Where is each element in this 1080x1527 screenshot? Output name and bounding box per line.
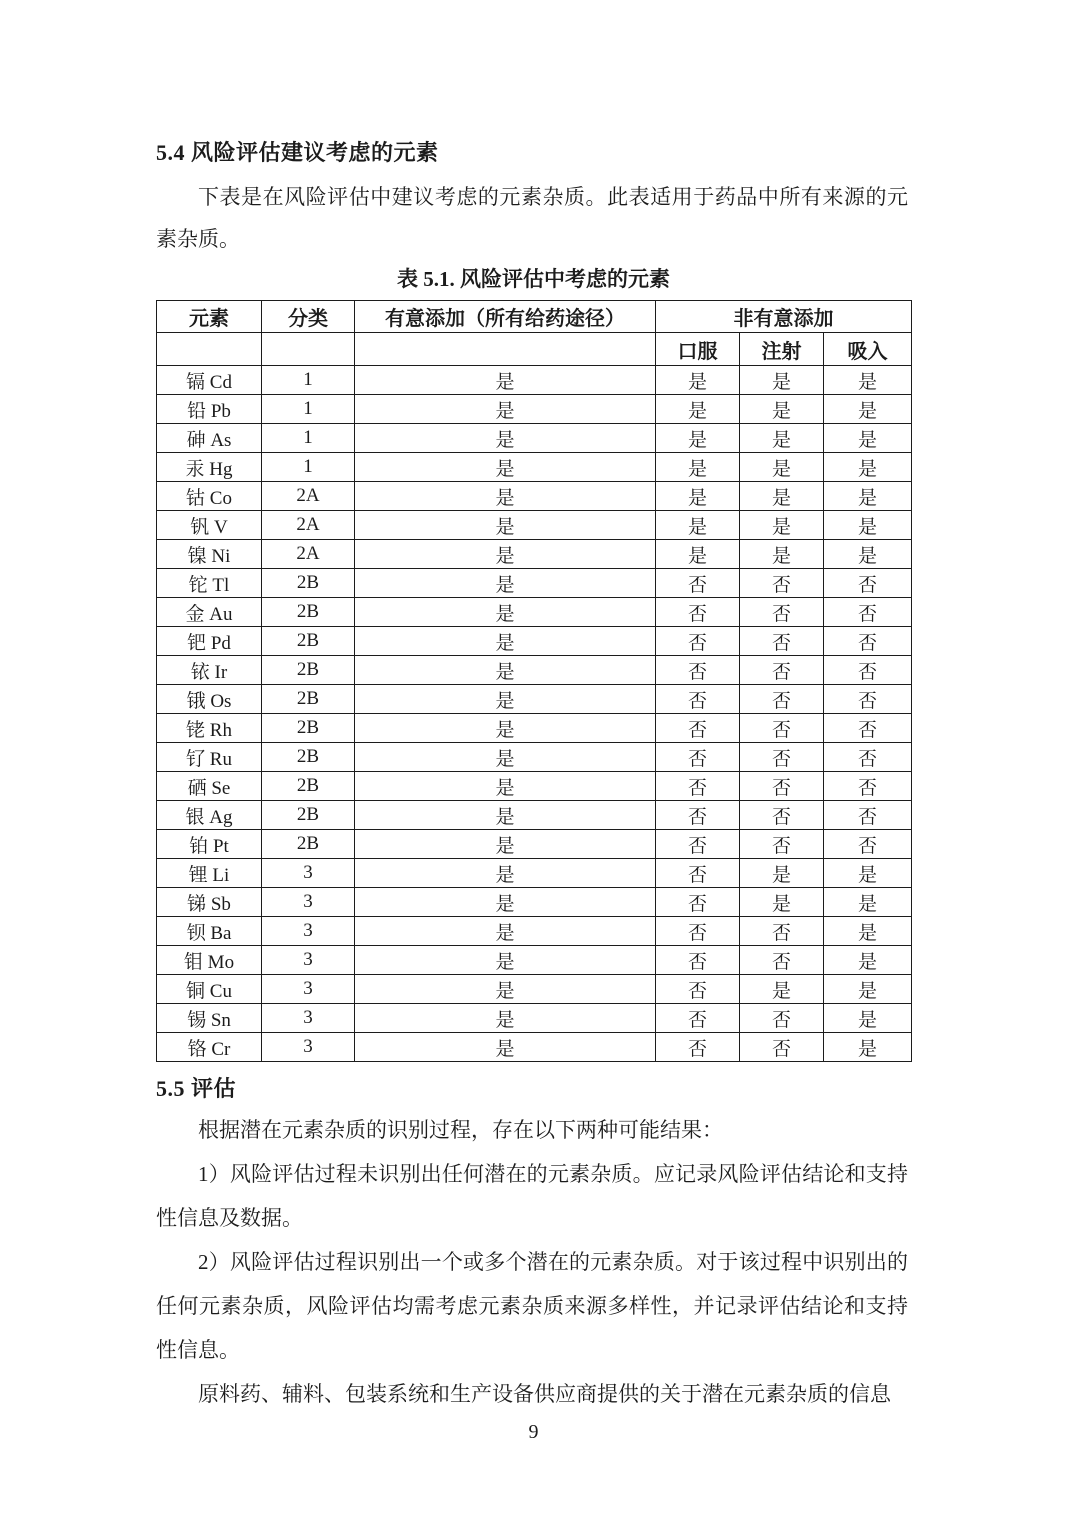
table-row (157, 424, 912, 453)
section-5-5-heading: 5.5 评估 (156, 1076, 237, 1101)
cell-element: 钯 Pd (157, 627, 262, 656)
table-row (157, 366, 912, 395)
cell-intentional: 是 (355, 685, 656, 714)
cell-inhalation: 是 (824, 395, 912, 424)
cell-injection: 是 (740, 888, 824, 917)
cell-inhalation: 否 (824, 714, 912, 743)
cell-injection: 是 (740, 395, 824, 424)
table-row (157, 656, 912, 685)
cell-oral: 是 (656, 366, 740, 395)
cell-element: 锂 Li (157, 859, 262, 888)
cell-element: 钼 Mo (157, 946, 262, 975)
cell-inhalation: 否 (824, 627, 912, 656)
header-unintentional: 非有意添加 (656, 301, 912, 333)
cell-intentional: 是 (355, 569, 656, 598)
cell-intentional: 是 (355, 395, 656, 424)
cell-injection: 否 (740, 917, 824, 946)
table-row (157, 975, 912, 1004)
table-row (157, 772, 912, 801)
cell-intentional: 是 (355, 656, 656, 685)
header-intentional: 有意添加（所有给药途径） (355, 301, 656, 333)
cell-classification: 2B (262, 627, 355, 656)
cell-inhalation: 是 (824, 946, 912, 975)
cell-intentional: 是 (355, 772, 656, 801)
cell-oral: 是 (656, 453, 740, 482)
cell-oral: 否 (656, 714, 740, 743)
table-5-1-title: 表 5.1. 风险评估中考虑的元素 (397, 267, 670, 291)
cell-classification: 2A (262, 540, 355, 569)
cell-element: 镍 Ni (157, 540, 262, 569)
cell-inhalation: 否 (824, 598, 912, 627)
cell-injection: 否 (740, 772, 824, 801)
cell-injection: 是 (740, 482, 824, 511)
empty-header-cell (262, 333, 355, 366)
cell-inhalation: 是 (824, 888, 912, 917)
cell-oral: 否 (656, 772, 740, 801)
cell-intentional: 是 (355, 888, 656, 917)
cell-classification: 3 (262, 859, 355, 888)
cell-classification: 1 (262, 395, 355, 424)
table-header-row-sub (157, 333, 912, 366)
cell-element: 钌 Ru (157, 743, 262, 772)
elements-table-body (157, 366, 912, 1062)
cell-intentional: 是 (355, 598, 656, 627)
cell-injection: 否 (740, 946, 824, 975)
cell-inhalation: 是 (824, 511, 912, 540)
cell-element: 银 Ag (157, 801, 262, 830)
cell-element: 汞 Hg (157, 453, 262, 482)
cell-injection: 否 (740, 627, 824, 656)
cell-intentional: 是 (355, 366, 656, 395)
cell-element: 铱 Ir (157, 656, 262, 685)
cell-element: 砷 As (157, 424, 262, 453)
empty-header-cell (355, 333, 656, 366)
section-5-5-paragraph: 1）风险评估过程未识别出任何潜在的元素杂质。应记录风险评估结论和支持性信息及数据。 (156, 1162, 908, 1230)
table-row (157, 917, 912, 946)
header-element: 元素 (157, 301, 262, 333)
elements-table (156, 300, 912, 1062)
table-row (157, 1033, 912, 1062)
cell-classification: 3 (262, 946, 355, 975)
cell-classification: 2B (262, 685, 355, 714)
cell-element: 铅 Pb (157, 395, 262, 424)
header-inhalation: 吸入 (824, 333, 912, 366)
cell-injection: 否 (740, 714, 824, 743)
cell-intentional: 是 (355, 482, 656, 511)
cell-oral: 否 (656, 917, 740, 946)
cell-oral: 否 (656, 685, 740, 714)
table-header-row-main (157, 301, 912, 333)
table-row (157, 685, 912, 714)
cell-intentional: 是 (355, 714, 656, 743)
table-row (157, 540, 912, 569)
cell-injection: 否 (740, 598, 824, 627)
empty-header-cell (157, 333, 262, 366)
cell-intentional: 是 (355, 453, 656, 482)
cell-element: 铬 Cr (157, 1033, 262, 1062)
section-5-4-heading: 5.4 风险评估建议考虑的元素 (156, 140, 439, 165)
cell-inhalation: 是 (824, 540, 912, 569)
cell-classification: 2B (262, 656, 355, 685)
table-row (157, 482, 912, 511)
cell-classification: 1 (262, 424, 355, 453)
cell-intentional: 是 (355, 1033, 656, 1062)
cell-classification: 2B (262, 598, 355, 627)
cell-oral: 否 (656, 946, 740, 975)
cell-oral: 否 (656, 801, 740, 830)
table-row (157, 830, 912, 859)
cell-injection: 是 (740, 540, 824, 569)
cell-element: 锡 Sn (157, 1004, 262, 1033)
table-row (157, 395, 912, 424)
cell-element: 锑 Sb (157, 888, 262, 917)
cell-classification: 2B (262, 772, 355, 801)
cell-injection: 否 (740, 1004, 824, 1033)
cell-intentional: 是 (355, 946, 656, 975)
cell-oral: 否 (656, 598, 740, 627)
cell-injection: 是 (740, 859, 824, 888)
cell-injection: 否 (740, 830, 824, 859)
cell-injection: 是 (740, 453, 824, 482)
cell-oral: 否 (656, 627, 740, 656)
cell-oral: 是 (656, 511, 740, 540)
cell-inhalation: 是 (824, 453, 912, 482)
cell-classification: 2B (262, 714, 355, 743)
table-row (157, 598, 912, 627)
cell-element: 镉 Cd (157, 366, 262, 395)
cell-intentional: 是 (355, 627, 656, 656)
cell-inhalation: 是 (824, 366, 912, 395)
cell-injection: 是 (740, 366, 824, 395)
cell-classification: 3 (262, 1004, 355, 1033)
cell-classification: 2B (262, 569, 355, 598)
cell-intentional: 是 (355, 511, 656, 540)
cell-inhalation: 是 (824, 1033, 912, 1062)
table-row (157, 859, 912, 888)
table-row (157, 888, 912, 917)
cell-element: 钒 V (157, 511, 262, 540)
cell-inhalation: 是 (824, 482, 912, 511)
cell-oral: 是 (656, 424, 740, 453)
cell-injection: 否 (740, 801, 824, 830)
table-row (157, 453, 912, 482)
cell-injection: 否 (740, 685, 824, 714)
cell-inhalation: 否 (824, 656, 912, 685)
cell-oral: 否 (656, 975, 740, 1004)
cell-classification: 3 (262, 1033, 355, 1062)
cell-oral: 否 (656, 1033, 740, 1062)
cell-intentional: 是 (355, 801, 656, 830)
cell-oral: 否 (656, 656, 740, 685)
cell-classification: 2B (262, 743, 355, 772)
cell-element: 钴 Co (157, 482, 262, 511)
cell-oral: 是 (656, 395, 740, 424)
cell-inhalation: 否 (824, 772, 912, 801)
table-row (157, 627, 912, 656)
cell-classification: 3 (262, 888, 355, 917)
section-5-5-paragraph: 2）风险评估过程识别出一个或多个潜在的元素杂质。对于该过程中识别出的任何元素杂质，风险评估均需考虑元素杂质来源多样性，并记录评估结论和支持性信息。 (156, 1250, 908, 1362)
cell-injection: 是 (740, 975, 824, 1004)
table-row (157, 569, 912, 598)
cell-element: 铊 Tl (157, 569, 262, 598)
section-5-4-paragraph: 下表是在风险评估中建议考虑的元素杂质。此表适用于药品中所有来源的元素杂质。 (156, 185, 908, 251)
cell-intentional: 是 (355, 975, 656, 1004)
cell-classification: 1 (262, 453, 355, 482)
cell-inhalation: 是 (824, 975, 912, 1004)
cell-oral: 是 (656, 540, 740, 569)
table-row (157, 743, 912, 772)
cell-intentional: 是 (355, 917, 656, 946)
table-row (157, 801, 912, 830)
cell-classification: 3 (262, 917, 355, 946)
cell-injection: 否 (740, 656, 824, 685)
cell-intentional: 是 (355, 859, 656, 888)
cell-oral: 否 (656, 1004, 740, 1033)
cell-intentional: 是 (355, 830, 656, 859)
cell-injection: 是 (740, 511, 824, 540)
cell-inhalation: 是 (824, 1004, 912, 1033)
header-injection: 注射 (740, 333, 824, 366)
cell-classification: 2A (262, 482, 355, 511)
cell-element: 硒 Se (157, 772, 262, 801)
cell-classification: 1 (262, 366, 355, 395)
cell-inhalation: 否 (824, 830, 912, 859)
cell-intentional: 是 (355, 540, 656, 569)
cell-inhalation: 是 (824, 917, 912, 946)
cell-element: 锇 Os (157, 685, 262, 714)
cell-injection: 否 (740, 743, 824, 772)
cell-oral: 否 (656, 569, 740, 598)
cell-inhalation: 是 (824, 859, 912, 888)
cell-element: 铜 Cu (157, 975, 262, 1004)
header-classification: 分类 (262, 301, 355, 333)
cell-element: 铂 Pt (157, 830, 262, 859)
cell-classification: 2A (262, 511, 355, 540)
cell-element: 铑 Rh (157, 714, 262, 743)
cell-inhalation: 是 (824, 424, 912, 453)
cell-inhalation: 否 (824, 801, 912, 830)
cell-oral: 否 (656, 859, 740, 888)
cell-element: 钡 Ba (157, 917, 262, 946)
page-number: 9 (528, 1421, 539, 1443)
cell-injection: 否 (740, 1033, 824, 1062)
cell-oral: 否 (656, 830, 740, 859)
table-row (157, 946, 912, 975)
table-row (157, 511, 912, 540)
cell-element: 金 Au (157, 598, 262, 627)
cell-intentional: 是 (355, 743, 656, 772)
cell-oral: 是 (656, 482, 740, 511)
cell-inhalation: 否 (824, 743, 912, 772)
cell-intentional: 是 (355, 424, 656, 453)
section-5-5-paragraph: 原料药、辅料、包装系统和生产设备供应商提供的关于潜在元素杂质的信息 (198, 1382, 891, 1406)
cell-inhalation: 否 (824, 569, 912, 598)
cell-injection: 是 (740, 424, 824, 453)
cell-intentional: 是 (355, 1004, 656, 1033)
cell-classification: 2B (262, 830, 355, 859)
cell-classification: 3 (262, 975, 355, 1004)
table-row (157, 714, 912, 743)
cell-oral: 否 (656, 743, 740, 772)
table-row (157, 1004, 912, 1033)
cell-injection: 否 (740, 569, 824, 598)
cell-oral: 否 (656, 888, 740, 917)
header-oral: 口服 (656, 333, 740, 366)
cell-inhalation: 否 (824, 685, 912, 714)
section-5-5-paragraph: 根据潜在元素杂质的识别过程，存在以下两种可能结果： (198, 1118, 723, 1142)
cell-classification: 2B (262, 801, 355, 830)
